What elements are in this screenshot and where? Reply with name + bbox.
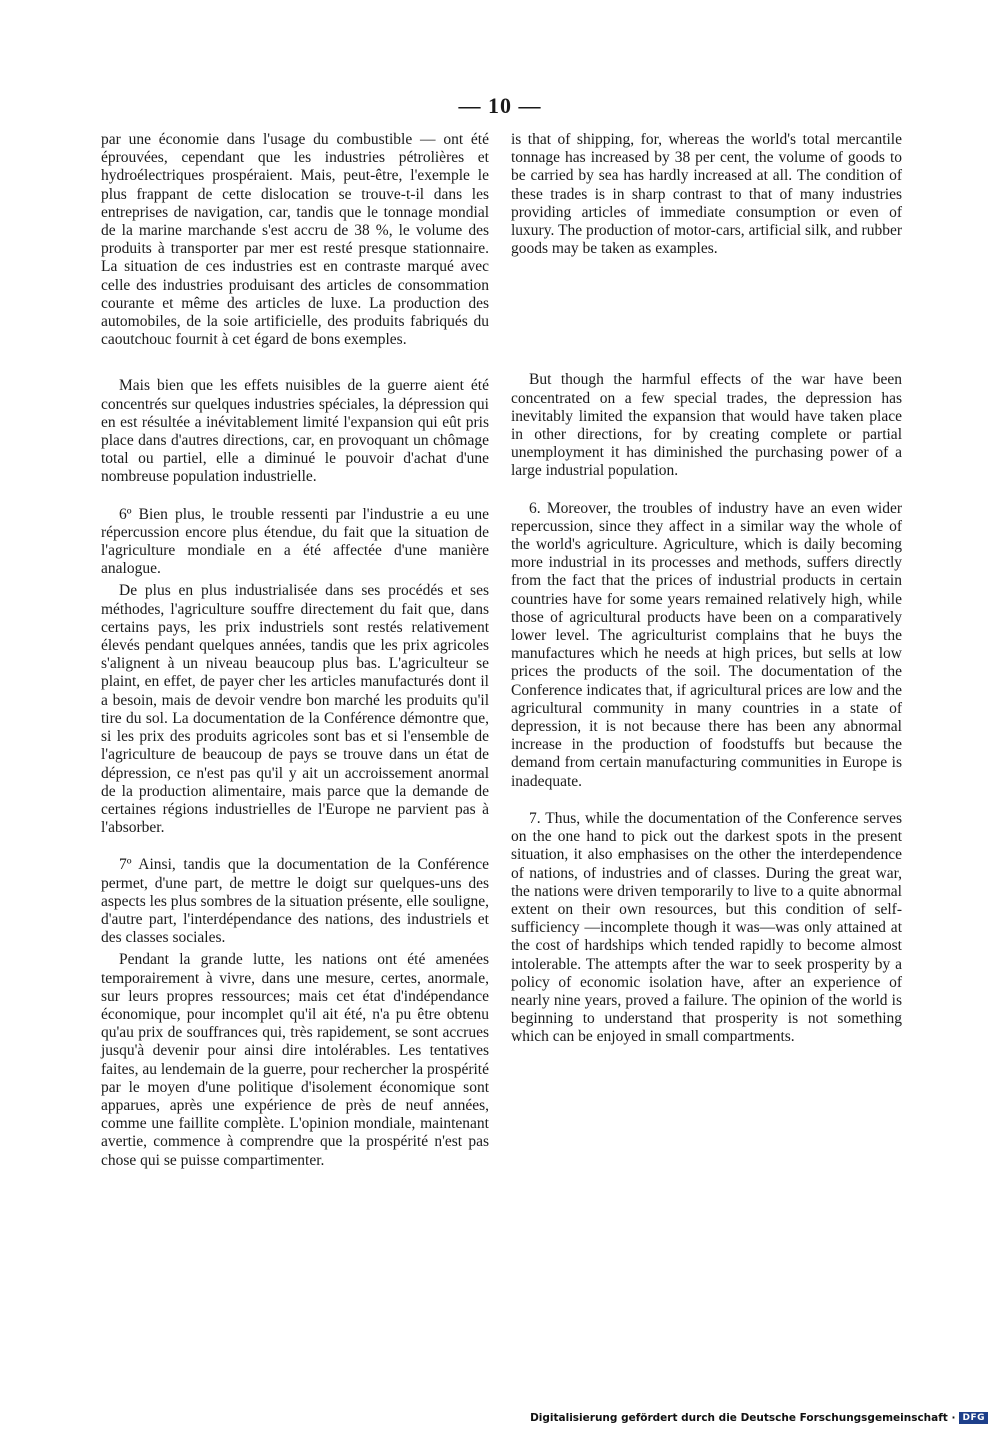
english-paragraph-4: 7. Thus, while the documentation of the Conference serves on the one hand to pick out the darkest spots in the present situation, it also emphasises on the other the interdependence of nations, of industries and of classes. During the great war, the nations were driven temporarily to live to a quite abnormal extent on their own resources, but this condition of self-sufficiency —incomplete though it was—was only attained at the cost of hardships which tended rapidly to become almost intolerable. The attempts after the war to seek prosperity by a policy of economic isolation have, after an experience of nearly nine years, proved a failure. The opinion of the world is beginning to understand that prosperity is not something which can be enjoyed in small compartments. [511,809,902,1046]
french-paragraph-5: 7º Ainsi, tandis que la documentation de la Conférence permet, d'une part, de mettre le doigt sur quelques-uns des aspects les plus sombres de la situation présente, elle souligne, d'autre part, l'interdépendance des nations, des industriels et des classes sociales. [101,856,489,947]
digitization-footer [530,1412,988,1424]
french-paragraph-3: 6º Bien plus, le trouble ressenti par l'industrie a eu une répercussion encore plus étendue, du fait que la situation de l'agriculture mondiale en a été affectée d'une manière analogue. [101,505,489,578]
english-paragraph-2: But though the harmful effects of the war have been concentrated on a few special trades, the depression has inevitably limited the expansion that would have taken place in other directions, for by creating complete or partial unemployment it has diminished the purchasing power of a large industrial population. [511,371,902,480]
french-paragraph-1: par une économie dans l'usage du combustible — ont été éprouvées, cependant que les industries pétrolières et hydroélectriques prospéraient. Mais, peut-être, l'exemple le plus frappant de cette dislocation se trouve-t-il dans les entreprises de navigation, car, tandis que le tonnage mondial de la marine marchande s'est accru de 38 %, le volume des produits à transporter par mer est resté presque stationnaire. La situation de ces industries est en contraste marqué avec celle des industries produisant des articles de consommation courante et même des articles de luxe. La production des automobiles, de la soie artificielle, des produits fabriqués du caoutchouc fournit à cet égard de bons exemples. [101,131,489,349]
english-paragraph-3: 6. Moreover, the troubles of industry have an even wider repercussion, since they affect in a similar way the whole of the world's agriculture. Agriculture, which is daily becoming more industrial in its processes and methods, suffers directly from the fact that the prices of industrial products in certain countries have for some years remained relatively high, while those of agricultural products have been on a comparatively lower level. The agriculturist complains that he buys the manufactures which he needs at high prices, but sells at low prices the products of the soil. The documentation of the Conference indicates that, if agricultural prices are low and the agricultural community in many countries in a state of depression, it is not because there has been any abnormal increase in the production of foodstuffs but because the demand from certain manufacturing communities in Europe is inadequate. [511,499,902,790]
dfg-logo: DFG [959,1412,988,1424]
page-number: — 10 — [458,93,542,118]
french-paragraph-6: Pendant la grande lutte, les nations ont été amenées temporairement à vivre, dans une mesure, certes, anormale, sur leurs propres ressources; mais cet état d'indépendance économique, pour incomplet qu'il ait été, n'a pu être obtenu qu'au prix de souffrances qui, très rapidement, se sont accrues jusqu'à devenir pour ainsi dire intolérables. Les tentatives faites, au lendemain de la guerre, pour rechercher la prospérité par le moyen d'une politique d'isolement économique sont apparues, après une expérience de près de neuf années, comme une faillite complète. L'opinion mondiale, maintenant avertie, commence à comprendre que la prospérité n'est pas chose qui se puisse compartimenter. [101,951,489,1169]
french-paragraph-2: Mais bien que les effets nuisibles de la guerre aient été concentrés sur quelques industries spéciales, la dépression qui en est résultée a inévitablement limité l'expansion qui eût pris place dans d'autres directions, car, en provoquant un chômage total ou partiel, elle a diminué le pouvoir d'achat d'une nombreuse population industrielle. [101,377,489,486]
footer-credit-text: Digitalisierung gefördert durch die Deutsche Forschungsgemeinschaft · [530,1412,956,1424]
english-column [511,131,902,1047]
french-column [101,131,489,1170]
english-paragraph-1: is that of shipping, for, whereas the world's total mercantile tonnage has increased by 38 per cent, the volume of goods to be carried by sea has hardly increased at all. The condition of these trades is in sharp contrast to that of many industries providing articles of immediate consumption or even of luxury. The production of motor-cars, artificial silk, and rubber goods may be taken as examples. [511,131,902,258]
french-paragraph-4: De plus en plus industrialisée dans ses procédés et ses méthodes, l'agriculture souffre directement du fait que, dans certains pays, les prix industriels sont restés relativement élevés pendant quelques années, tandis que les prix agricoles s'alignent à un niveau beaucoup plus bas. L'agriculteur se plaint, en effet, de payer cher les articles manufacturés dont il a besoin, mais de devoir vendre bon marché les produits qu'il tire du sol. La documentation de la Conférence démontre que, si les prix des produits agricoles sont bas et si l'ensemble de l'agriculture de beaucoup de pays se trouve dans un état de dépression, ce n'est pas qu'il y ait un accroissement anormal de la production alimentaire, mais parce que la demande de certaines régions industrielles de l'Europe ne parvient pas à l'absorber. [101,582,489,837]
